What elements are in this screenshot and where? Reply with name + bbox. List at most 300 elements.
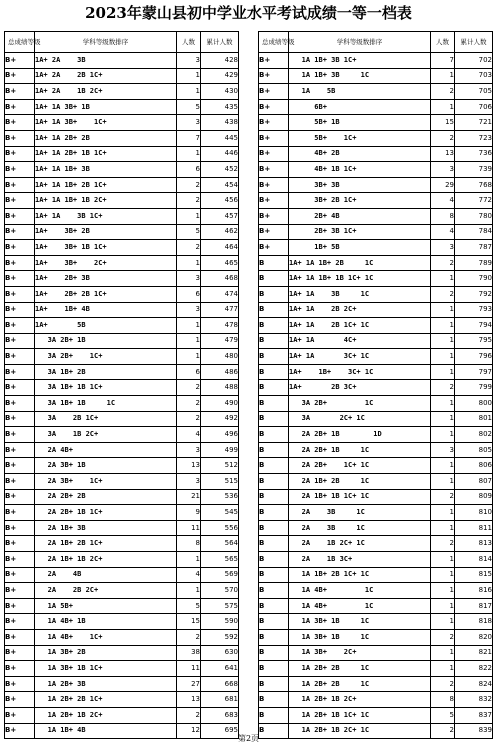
subject-combo-cell: 1A+ 1A 2B 1C+ 1C (289, 318, 431, 334)
cumulative-cell: 706 (455, 99, 493, 115)
subject-combo-cell: 3A 2B+ 1C+ (35, 349, 177, 365)
subject-combo-cell: 1A+ 3B+ 2B (35, 224, 177, 240)
grade-cell: B (259, 427, 289, 443)
table-row (5, 520, 239, 536)
table-row (259, 240, 493, 256)
subject-combo-cell: 1A+ 5B (35, 318, 177, 334)
cumulative-cell: 806 (455, 458, 493, 474)
count-cell: 3 (177, 302, 201, 318)
count-cell: 9 (177, 505, 201, 521)
cumulative-cell: 477 (201, 302, 239, 318)
table-row (259, 396, 493, 412)
count-cell: 11 (177, 520, 201, 536)
subject-combo-cell: 6B+ (289, 99, 431, 115)
subject-combo-cell: 4B+ 2B (289, 146, 431, 162)
table-row (259, 474, 493, 490)
cumulative-cell: 545 (201, 505, 239, 521)
table-row (259, 692, 493, 708)
table-row (259, 53, 493, 69)
cumulative-cell: 569 (201, 567, 239, 583)
cumulative-cell: 815 (455, 567, 493, 583)
table-row (5, 99, 239, 115)
cumulative-cell: 703 (455, 68, 493, 84)
grade-cell: B+ (5, 255, 35, 271)
table-row (5, 707, 239, 723)
grade-cell: B (259, 458, 289, 474)
count-cell: 5 (177, 598, 201, 614)
table-row (259, 99, 493, 115)
table-header-row (5, 32, 239, 53)
grade-cell: B+ (5, 676, 35, 692)
table-header-row (259, 32, 493, 53)
combo-column-header: 学科等级数排序 (35, 32, 177, 53)
cumulative-cell: 800 (455, 396, 493, 412)
grade-cell: B+ (5, 162, 35, 178)
subject-combo-cell: 2A 1B 2C+ 1C (289, 536, 431, 552)
cumulative-cell: 814 (455, 552, 493, 568)
cumulative-column-header: 累计人数 (455, 32, 493, 53)
table-row (5, 583, 239, 599)
subject-combo-cell: 1A+ 1A 1B+ 2B 1C+ (35, 177, 177, 193)
cumulative-cell: 592 (201, 629, 239, 645)
count-column-header: 人数 (431, 32, 455, 53)
table-row (259, 614, 493, 630)
subject-combo-cell: 2A 4B (35, 567, 177, 583)
cumulative-cell: 681 (201, 692, 239, 708)
count-cell: 2 (431, 629, 455, 645)
subject-combo-cell: 5B+ 1C+ (289, 130, 431, 146)
subject-combo-cell: 2A 2B+ 1C+ 1C (289, 458, 431, 474)
subject-combo-cell: 1A 2B+ 1B 2C+ (35, 707, 177, 723)
cumulative-cell: 802 (455, 427, 493, 443)
grade-cell: B+ (5, 474, 35, 490)
grade-column-header: 总成绩等级 (5, 32, 35, 53)
count-cell: 1 (431, 349, 455, 365)
grade-cell: B (259, 583, 289, 599)
table-row (259, 411, 493, 427)
subject-combo-cell: 1A+ 1A 2B+ 1B 1C+ (35, 146, 177, 162)
grade-cell: B+ (259, 53, 289, 69)
count-cell: 4 (177, 567, 201, 583)
count-cell: 1 (431, 99, 455, 115)
grade-cell: B (259, 411, 289, 427)
table-row (259, 567, 493, 583)
cumulative-cell: 683 (201, 707, 239, 723)
count-cell: 5 (177, 99, 201, 115)
grade-cell: B+ (5, 240, 35, 256)
grade-cell: B+ (5, 115, 35, 131)
cumulative-cell: 736 (455, 146, 493, 162)
grade-cell: B+ (5, 427, 35, 443)
cumulative-cell: 457 (201, 208, 239, 224)
table-row (259, 146, 493, 162)
table-row (5, 286, 239, 302)
table-row (5, 115, 239, 131)
subject-combo-cell: 1A+ 1A 3B 1C+ (35, 208, 177, 224)
cumulative-cell: 499 (201, 442, 239, 458)
grade-cell: B+ (5, 130, 35, 146)
count-cell: 2 (177, 380, 201, 396)
cumulative-cell: 813 (455, 536, 493, 552)
grade-cell: B+ (5, 661, 35, 677)
grade-cell: B+ (5, 193, 35, 209)
subject-combo-cell: 5B+ 1B (289, 115, 431, 131)
cumulative-cell: 795 (455, 333, 493, 349)
grade-cell: B+ (5, 224, 35, 240)
table-row (259, 552, 493, 568)
table-row (5, 614, 239, 630)
count-cell: 5 (177, 224, 201, 240)
grade-cell: B+ (259, 208, 289, 224)
subject-combo-cell: 1A 3B+ 2C+ (289, 645, 431, 661)
right-score-table (258, 31, 493, 739)
grade-cell: B (259, 505, 289, 521)
table-row (5, 302, 239, 318)
subject-combo-cell: 2A 1B+ 1B 2C+ (35, 552, 177, 568)
subject-combo-cell: 1A+ 2A 2B 1C+ (35, 68, 177, 84)
count-cell: 3 (431, 240, 455, 256)
count-cell: 1 (177, 333, 201, 349)
count-cell: 1 (177, 583, 201, 599)
subject-combo-cell: 3A 1B+ 2B (35, 364, 177, 380)
subject-combo-cell: 1A 2B+ 2B 1C (289, 676, 431, 692)
table-row (5, 162, 239, 178)
count-cell: 3 (431, 162, 455, 178)
subject-combo-cell: 2A 1B+ 2B 1C+ (35, 536, 177, 552)
grade-cell: B+ (259, 115, 289, 131)
count-cell: 2 (177, 193, 201, 209)
grade-cell: B+ (5, 536, 35, 552)
count-cell: 1 (431, 396, 455, 412)
subject-combo-cell: 2A 2B 2C+ (35, 583, 177, 599)
grade-cell: B+ (5, 629, 35, 645)
grade-cell: B (259, 349, 289, 365)
count-cell: 2 (177, 396, 201, 412)
cumulative-column-header: 累计人数 (201, 32, 239, 53)
cumulative-cell: 796 (455, 349, 493, 365)
cumulative-cell: 486 (201, 364, 239, 380)
table-row (259, 661, 493, 677)
grade-cell: B+ (259, 177, 289, 193)
cumulative-cell: 784 (455, 224, 493, 240)
count-cell: 2 (431, 84, 455, 100)
table-row (5, 208, 239, 224)
table-row (5, 442, 239, 458)
count-cell: 1 (431, 645, 455, 661)
grade-cell: B (259, 707, 289, 723)
table-row (5, 536, 239, 552)
table-row (5, 692, 239, 708)
grade-cell: B+ (259, 99, 289, 115)
count-cell: 2 (431, 676, 455, 692)
count-cell: 7 (431, 53, 455, 69)
table-row (259, 645, 493, 661)
cumulative-cell: 480 (201, 349, 239, 365)
grade-cell: B (259, 302, 289, 318)
table-row (5, 84, 239, 100)
grade-cell: B+ (5, 302, 35, 318)
subject-combo-cell: 1A+ 1A 4C+ (289, 333, 431, 349)
count-cell: 21 (177, 489, 201, 505)
subject-combo-cell: 1A 5B+ (35, 598, 177, 614)
subject-combo-cell: 3A 1B 2C+ (35, 427, 177, 443)
cumulative-cell: 462 (201, 224, 239, 240)
table-row (259, 707, 493, 723)
grade-cell: B (259, 629, 289, 645)
cumulative-cell: 837 (455, 707, 493, 723)
grade-cell: B (259, 380, 289, 396)
count-cell: 4 (177, 427, 201, 443)
subject-combo-cell: 2A 1B+ 2B 1C (289, 474, 431, 490)
table-row (259, 208, 493, 224)
grade-cell: B (259, 536, 289, 552)
grade-cell: B (259, 489, 289, 505)
cumulative-cell: 490 (201, 396, 239, 412)
cumulative-cell: 772 (455, 193, 493, 209)
table-row (259, 224, 493, 240)
table-row (5, 68, 239, 84)
subject-combo-cell: 3A 2B+ 1C (289, 396, 431, 412)
grade-cell: B+ (5, 380, 35, 396)
subject-combo-cell: 1A+ 3B+ 2C+ (35, 255, 177, 271)
count-cell: 4 (431, 193, 455, 209)
table-row (259, 583, 493, 599)
count-cell: 13 (177, 692, 201, 708)
count-cell: 8 (431, 208, 455, 224)
subject-combo-cell: 3A 1B+ 1B 1C+ (35, 380, 177, 396)
grade-cell: B (259, 567, 289, 583)
subject-combo-cell: 2A 2B+ 2B (35, 489, 177, 505)
grade-cell: B+ (259, 240, 289, 256)
table-row (5, 130, 239, 146)
cumulative-cell: 575 (201, 598, 239, 614)
cumulative-cell: 428 (201, 53, 239, 69)
subject-combo-cell: 1A+ 1A 1B+ 1B 1C+ 1C (289, 271, 431, 287)
subject-combo-cell: 1B+ 5B (289, 240, 431, 256)
count-cell: 13 (431, 146, 455, 162)
grade-cell: B+ (5, 458, 35, 474)
cumulative-cell: 780 (455, 208, 493, 224)
subject-combo-cell: 2A 4B+ (35, 442, 177, 458)
cumulative-cell: 565 (201, 552, 239, 568)
cumulative-cell: 821 (455, 645, 493, 661)
subject-combo-cell: 1A+ 2B+ 2B 1C+ (35, 286, 177, 302)
cumulative-cell: 630 (201, 645, 239, 661)
subject-combo-cell: 1A 4B+ 1C (289, 583, 431, 599)
count-cell: 1 (431, 458, 455, 474)
count-cell: 2 (431, 536, 455, 552)
cumulative-cell: 811 (455, 520, 493, 536)
grade-cell: B+ (5, 68, 35, 84)
count-column-header: 人数 (177, 32, 201, 53)
table-row (5, 661, 239, 677)
cumulative-cell: 456 (201, 193, 239, 209)
grade-cell: B+ (5, 333, 35, 349)
cumulative-cell: 817 (455, 598, 493, 614)
subject-combo-cell: 2A 3B+ 1C+ (35, 474, 177, 490)
grade-cell: B (259, 661, 289, 677)
subject-combo-cell: 2A 2B+ 1B 1C (289, 442, 431, 458)
count-cell: 1 (431, 520, 455, 536)
table-row (5, 474, 239, 490)
page-title: 2023年蒙山县初中学业水平考试成绩一等一档表 (85, 4, 412, 22)
table-row (5, 318, 239, 334)
cumulative-cell: 570 (201, 583, 239, 599)
count-cell: 2 (177, 411, 201, 427)
table-row (259, 193, 493, 209)
table-row (259, 598, 493, 614)
table-row (5, 333, 239, 349)
cumulative-cell: 474 (201, 286, 239, 302)
grade-cell: B+ (5, 146, 35, 162)
cumulative-cell: 822 (455, 661, 493, 677)
count-cell: 1 (177, 255, 201, 271)
table-row (259, 536, 493, 552)
subject-combo-cell: 1A+ 1A 2B+ 2B (35, 130, 177, 146)
subject-combo-cell: 3B+ 2B 1C+ (289, 193, 431, 209)
grade-cell: B+ (5, 286, 35, 302)
count-cell: 1 (431, 411, 455, 427)
grade-cell: B (259, 692, 289, 708)
cumulative-cell: 807 (455, 474, 493, 490)
table-row (5, 552, 239, 568)
count-cell: 1 (431, 552, 455, 568)
grade-cell: B+ (5, 411, 35, 427)
count-cell: 5 (431, 707, 455, 723)
count-cell: 3 (177, 53, 201, 69)
cumulative-cell: 799 (455, 380, 493, 396)
table-row (259, 115, 493, 131)
count-cell: 2 (431, 286, 455, 302)
cumulative-cell: 816 (455, 583, 493, 599)
grade-cell: B (259, 271, 289, 287)
table-row (259, 427, 493, 443)
grade-cell: B+ (5, 53, 35, 69)
subject-combo-cell: 1A 4B+ 1C (289, 598, 431, 614)
table-row (259, 629, 493, 645)
cumulative-cell: 790 (455, 271, 493, 287)
grade-cell: B (259, 552, 289, 568)
grade-cell: B (259, 598, 289, 614)
grade-cell: B+ (259, 224, 289, 240)
table-row (5, 255, 239, 271)
count-cell: 1 (177, 318, 201, 334)
grade-cell: B+ (5, 552, 35, 568)
cumulative-cell: 794 (455, 318, 493, 334)
subject-combo-cell: 1A+ 1B+ 3C+ 1C (289, 364, 431, 380)
table-row (259, 84, 493, 100)
count-cell: 6 (177, 364, 201, 380)
table-row (259, 364, 493, 380)
subject-combo-cell: 2A 3B+ 1B (35, 458, 177, 474)
subject-combo-cell: 1A+ 1A 1B+ 2B 1C (289, 255, 431, 271)
count-cell: 38 (177, 645, 201, 661)
subject-combo-cell: 1A 1B+ 2B 1C+ 1C (289, 567, 431, 583)
grade-cell: B+ (5, 442, 35, 458)
grade-cell: B+ (259, 146, 289, 162)
cumulative-cell: 464 (201, 240, 239, 256)
grade-cell: B+ (259, 130, 289, 146)
grade-cell: B+ (5, 177, 35, 193)
subject-combo-cell: 1A 2B+ 3B (35, 676, 177, 692)
subject-combo-cell: 1A 1B+ 3B 1C+ (289, 53, 431, 69)
cumulative-cell: 492 (201, 411, 239, 427)
grade-cell: B+ (5, 614, 35, 630)
subject-combo-cell: 3A 2C+ 1C (289, 411, 431, 427)
grade-cell: B (259, 645, 289, 661)
grade-cell: B+ (5, 349, 35, 365)
combo-column-header: 学科等级数排序 (289, 32, 431, 53)
grade-cell: B (259, 286, 289, 302)
table-row (5, 349, 239, 365)
count-cell: 15 (431, 115, 455, 131)
cumulative-cell: 801 (455, 411, 493, 427)
count-cell: 1 (431, 567, 455, 583)
subject-combo-cell: 3A 1B+ 1B 1C (35, 396, 177, 412)
cumulative-cell: 445 (201, 130, 239, 146)
subject-combo-cell: 1A+ 2B 3C+ (289, 380, 431, 396)
subject-combo-cell: 1A 3B+ 1B 1C (289, 614, 431, 630)
subject-combo-cell: 1A 4B+ 1B (35, 614, 177, 630)
subject-combo-cell: 2B+ 4B (289, 208, 431, 224)
grade-cell: B+ (5, 208, 35, 224)
subject-combo-cell: 2A 3B 1C (289, 505, 431, 521)
count-cell: 1 (431, 474, 455, 490)
table-row (5, 224, 239, 240)
cumulative-cell: 590 (201, 614, 239, 630)
cumulative-cell: 452 (201, 162, 239, 178)
page-number: 第2页 (237, 734, 260, 743)
table-row (259, 130, 493, 146)
count-cell: 1 (431, 614, 455, 630)
cumulative-cell: 438 (201, 115, 239, 131)
table-row (5, 380, 239, 396)
count-cell: 2 (177, 707, 201, 723)
grade-cell: B+ (5, 396, 35, 412)
cumulative-cell: 818 (455, 614, 493, 630)
cumulative-cell: 820 (455, 629, 493, 645)
table-row (5, 271, 239, 287)
grade-cell: B (259, 723, 289, 739)
subject-combo-cell: 1A+ 1A 3B 1C (289, 286, 431, 302)
cumulative-cell: 430 (201, 84, 239, 100)
subject-combo-cell: 1A 2B+ 2B 1C+ (35, 692, 177, 708)
grade-cell: B+ (5, 271, 35, 287)
count-cell: 2 (177, 629, 201, 645)
count-cell: 11 (177, 661, 201, 677)
grade-cell: B+ (259, 162, 289, 178)
subject-combo-cell: 1A+ 3B+ 1B 1C+ (35, 240, 177, 256)
table-row (259, 380, 493, 396)
table-row (259, 349, 493, 365)
cumulative-cell: 805 (455, 442, 493, 458)
count-cell: 1 (177, 68, 201, 84)
table-row (5, 489, 239, 505)
cumulative-cell: 429 (201, 68, 239, 84)
cumulative-cell: 564 (201, 536, 239, 552)
grade-cell: B (259, 676, 289, 692)
subject-combo-cell: 1A 5B (289, 84, 431, 100)
table-row (259, 286, 493, 302)
subject-combo-cell: 1A+ 2B+ 3B (35, 271, 177, 287)
count-cell: 3 (431, 442, 455, 458)
table-row (259, 162, 493, 178)
grade-cell: B+ (5, 707, 35, 723)
table-row (259, 68, 493, 84)
count-cell: 2 (177, 240, 201, 256)
cumulative-cell: 702 (455, 53, 493, 69)
grade-cell: B (259, 318, 289, 334)
